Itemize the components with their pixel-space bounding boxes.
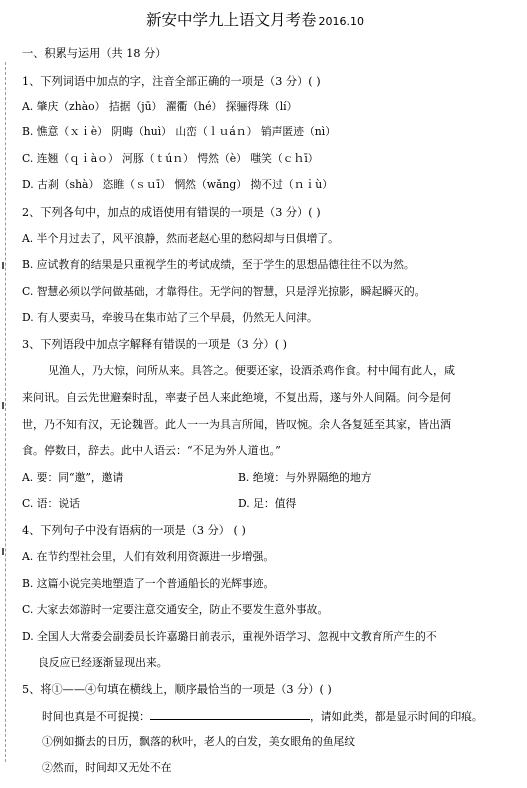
question-3-option-b: B. 绝境：与外界隔绝的地方 [238, 471, 372, 484]
question-2-stem: 2、下列各句中，加点的成语使用有错误的一项是（3 分）( ) [22, 206, 321, 219]
question-3-option-a: A. 要：同“邀”，邀请 [22, 471, 124, 484]
fill-line-prefix: 时间也真是不可捉摸： [42, 710, 150, 723]
exam-title [146, 8, 364, 30]
binding-mark [2, 548, 8, 555]
question-3-passage-line: 来问讯。自云先世避秦时乱，率妻子邑人来此绝境，不复出焉，遂与外人间隔。问今是何 [22, 391, 451, 404]
section-heading: 一、积累与运用（共 18 分） [22, 47, 167, 60]
question-5-stem: 5、将①——④句填在横线上，顺序最恰当的一项是（3 分）( ) [22, 683, 332, 696]
question-4-option-a: A. 在节约型社会里，人们有效利用资源进一步增强。 [22, 550, 275, 563]
question-3-passage-line: 世，乃不知有汉，无论魏晋。此人一一为具言所闻，皆叹惋。余人各复延至其家，皆出酒 [22, 418, 451, 431]
question-2-option-d: D. 有人要卖马，牵骏马在集市站了三个早晨，仍然无人问津。 [22, 311, 318, 324]
question-1-option-c: C. 连翘（ｑｉàｏ） 河豚（ｔúｎ） 愕然（è） 嗤笑（ｃｈī） [22, 152, 319, 165]
question-2-option-b: B. 应试教育的结果是只重视学生的考试成绩，至于学生的思想品德往往不以为然。 [22, 258, 415, 271]
binding-mark [2, 262, 8, 269]
question-3-passage-line: 食。停数日，辞去。此中人语云：“不足为外人道也。” [22, 444, 281, 457]
question-1-option-d: D. 古刹（shà） 恣睢（ｓｕī） 惘然（wǎng） 拗不过（ｎｉù） [22, 178, 334, 191]
binding-mark [2, 402, 8, 409]
question-2-option-c: C. 智慧必须以学问做基础，才靠得住。无学问的智慧，只是浮光掠影，瞬起瞬灭的。 [22, 285, 426, 298]
question-5-sentence-2: ②然而，时间却又无处不在 [42, 761, 172, 774]
question-1-option-a: A. 肇庆（zhào） 拮据（jū） 濯衢（hé） 探骊得珠（lí） [22, 100, 298, 113]
question-4-option-d-continued: 良反应已经逐渐显现出来。 [38, 656, 168, 669]
binding-margin-line [5, 62, 6, 762]
question-2-option-a: A. 半个月过去了，风平浪静，然而老赵心里的愁闷却与日俱增了。 [22, 232, 339, 245]
question-3-stem: 3、下列语段中加点字解释有错误的一项是（3 分）( ) [22, 338, 288, 351]
question-1-stem: 1、下列词语中加点的字，注音全部正确的一项是（3 分）( ) [22, 75, 321, 88]
question-5-fill-line [42, 709, 483, 724]
fill-line-suffix: ，请如此类，都是显示时间的印痕。 [309, 710, 483, 723]
question-1-option-b: B. 憔意（ｘｉè） 阴晦（huì） 山峦（ｌｕáｎ） 销声匿迹（nì） [22, 125, 337, 138]
exam-title-text: 新安中学九上语文月考卷 [146, 11, 317, 29]
question-3-option-d: D. 足：值得 [238, 497, 297, 510]
question-5-sentence-1: ①例如撕去的日历，飘落的秋叶，老人的白发，美女眼角的鱼尾纹 [42, 735, 356, 748]
question-4-option-c: C. 大家去郊游时一定要注意交通安全，防止不要发生意外事故。 [22, 603, 329, 616]
exam-date: 2016.10 [318, 15, 365, 28]
question-3-option-c: C. 语：说话 [22, 497, 80, 510]
question-3-passage-line: 见渔人，乃大惊，问所从来。具答之。便要还家，设酒杀鸡作食。村中闻有此人，咸 [48, 364, 455, 377]
question-4-option-b: B. 这篇小说完美地塑造了一个普通船长的光辉事迹。 [22, 577, 275, 590]
question-4-stem: 4、下列句子中没有语病的一项是（3 分） ( ) [22, 524, 246, 537]
answer-blank[interactable] [150, 709, 310, 720]
question-4-option-d: D. 全国人大常委会副委员长许嘉璐日前表示，重视外语学习、忽视中文教育所产生的不 [22, 630, 437, 643]
